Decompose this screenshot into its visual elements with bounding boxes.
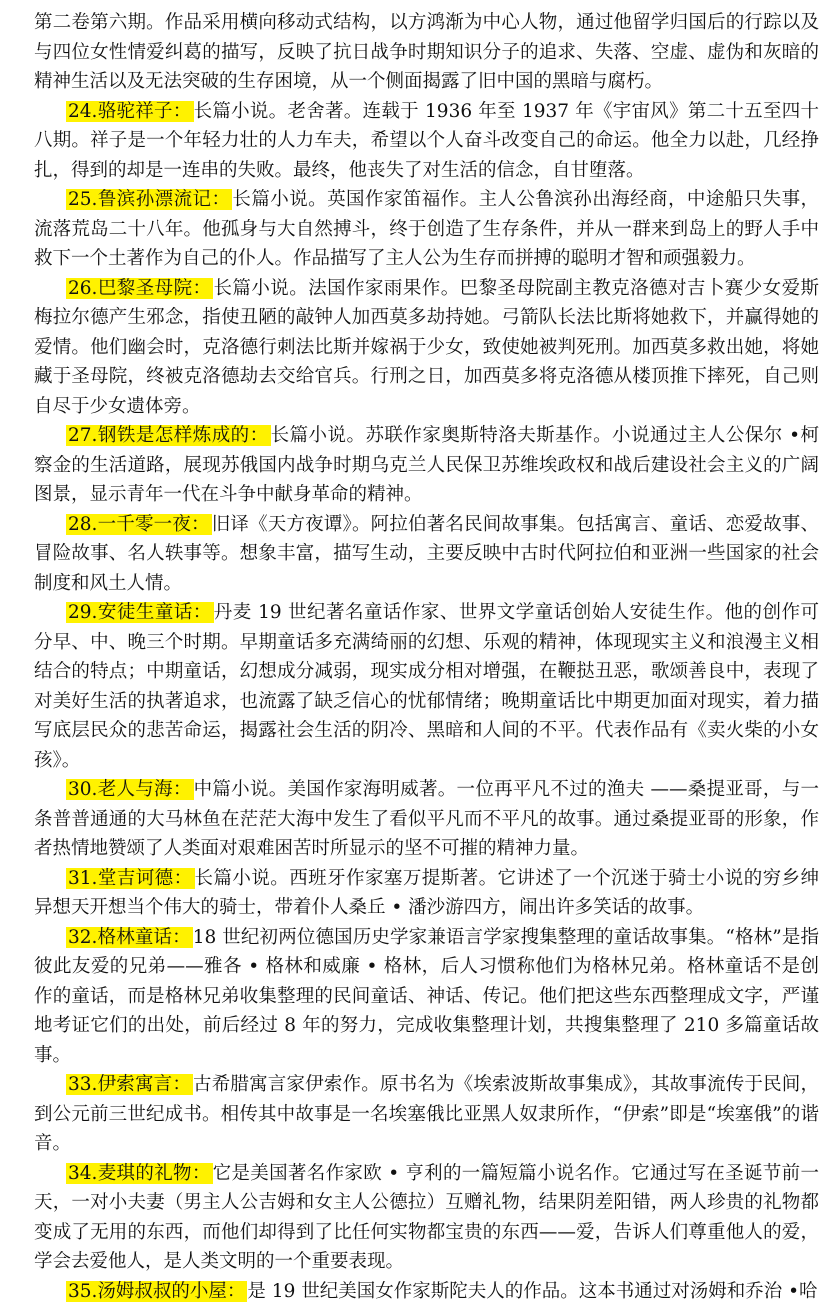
entry-27 xyxy=(34,421,819,510)
entry-title: 35.汤姆叔叔的小屋： xyxy=(66,1281,247,1302)
entry-title: 25.鲁滨孙漂流记： xyxy=(66,189,232,210)
entry-title: 34.麦琪的礼物： xyxy=(66,1163,213,1184)
entry-body: 18 世纪初两位德国历史学家兼语言学家搜集整理的童话故事集。“格林”是指彼此友爱的兄弟——雅各 • 格林和威廉 • 格林，后人习惯称他们为格林兄弟。格林童话不是创作的童话，而是格林兄弟收集整理的民间童话、神话、传记。他们把这些东西整理成文字，严谨地考证它们的出处，前后经过 8 年的努力，完成收集整理计划，共搜集整理了 210 多篇童话故事。 xyxy=(34,927,819,1066)
entry-title: 33.伊索寓言： xyxy=(66,1074,193,1095)
entry-body: 长篇小说。老舍著。连载于 1936 年至 1937 年《宇宙风》第二十五至四十八期。祥子是一个年轻力壮的人力车夫，希望以个人奋斗改变自己的命运。他全力以赴，几经挣扎，得到的却是一连串的失败。最终，他丧失了对生活的信念，自甘堕落。 xyxy=(34,101,819,181)
entry-title: 32.格林童话： xyxy=(66,927,193,948)
entry-body: 长篇小说。英国作家笛福作。主人公鲁滨孙出海经商，中途船只失事，流落荒岛二十八年。他孤身与大自然搏斗，终于创造了生存条件，并从一群来到岛上的野人手中救下一个土著作为自己的仆人。作品描写了主人公为生存而拼搏的聪明才智和顽强毅力。 xyxy=(34,189,819,269)
entry-35 xyxy=(34,1277,819,1306)
entry-body: 它是美国著名作家欧 • 亨利的一篇短篇小说名作。它通过写在圣诞节前一天，一对小夫妻（男主人公吉姆和女主人公德拉）互赠礼物，结果阴差阳错，两人珍贵的礼物都变成了无用的东西，而他们却得到了比任何实物都宝贵的东西——爱，告诉人们尊重他人的爱，学会去爱他人，是人类文明的一个重要表现。 xyxy=(34,1163,819,1273)
entry-title: 28.一千零一夜： xyxy=(66,514,212,535)
entry-34 xyxy=(34,1159,819,1277)
entry-body: 是 19 世纪美国女作家斯陀夫人的作品。这本书通过对汤姆和乔治 •哈 xyxy=(247,1281,817,1302)
entry-32 xyxy=(34,923,819,1071)
entry-33 xyxy=(34,1070,819,1159)
entry-body: 长篇小说。法国作家雨果作。巴黎圣母院副主教克洛德对吉卜赛少女爱斯梅拉尔德产生邪念，指使丑陋的敲钟人加西莫多劫持她。弓箭队长法比斯将她救下，并赢得她的爱情。他们幽会时，克洛德行刺法比斯并嫁祸于少女，致使她被判死刑。加西莫多救出她，将她藏于圣母院，终被克洛德劫去交给官兵。行刑之日，加西莫多将克洛德从楼顶推下摔死，自己则自尽于少女遗体旁。 xyxy=(34,278,819,417)
entry-31 xyxy=(34,864,819,923)
entry-title: 31.堂吉诃德： xyxy=(66,868,195,889)
entry-body: 旧译《天方夜谭》。阿拉伯著名民间故事集。包括寓言、童话、恋爱故事、冒险故事、名人轶事等。想象丰富，描写生动，主要反映中古时代阿拉伯和亚洲一些国家的社会制度和风土人情。 xyxy=(34,514,819,594)
continuation-paragraph: 第二卷第六期。作品采用横向移动式结构，以方鸿渐为中心人物，通过他留学归国后的行踪以及与四位女性情爱纠葛的描写，反映了抗日战争时期知识分子的追求、失落、空虚、虚伪和灰暗的精神生活以及无法突破的生存困境，从一个侧面揭露了旧中国的黑暗与腐朽。 xyxy=(34,8,819,97)
entry-29 xyxy=(34,598,819,775)
entry-title: 26.巴黎圣母院： xyxy=(66,278,213,299)
entry-body: 长篇小说。苏联作家奥斯特洛夫斯基作。小说通过主人公保尔 •柯察金的生活道路，展现苏俄国内战争时期乌克兰人民保卫苏维埃政权和战后建设社会主义的广阔图景，显示青年一代在斗争中献身革命的精神。 xyxy=(34,425,819,505)
entry-title: 24.骆驼祥子： xyxy=(66,101,194,122)
entry-body: 丹麦 19 世纪著名童话作家、世界文学童话创始人安徒生作。他的创作可分早、中、晚三个时期。早期童话多充满绮丽的幻想、乐观的精神，体现现实主义和浪漫主义相结合的特点；中期童话，幻想成分减弱，现实成分相对增强，在鞭挞丑恶，歌颂善良中，表现了对美好生活的执著追求，也流露了缺乏信心的忧郁情绪；晚期童话比中期更加面对现实，着力描写底层民众的悲苦命运，揭露社会生活的阴冷、黑暗和人间的不平。代表作品有《卖火柴的小女孩》。 xyxy=(34,602,819,771)
entry-title: 29.安徒生童话： xyxy=(66,602,214,623)
entry-body: 古希腊寓言家伊索作。原书名为《埃索波斯故事集成》，其故事流传于民间，到公元前三世纪成书。相传其中故事是一名埃塞俄比亚黑人奴隶所作，“伊索”即是“埃塞俄”的谐音。 xyxy=(34,1074,819,1154)
entry-24 xyxy=(34,97,819,186)
entry-title: 30.老人与海： xyxy=(66,779,194,800)
entry-title: 27.钢铁是怎样炼成的： xyxy=(66,425,271,446)
entry-26 xyxy=(34,274,819,422)
entry-30 xyxy=(34,775,819,864)
entry-body: 长篇小说。西班牙作家塞万提斯著。它讲述了一个沉迷于骑士小说的穷乡绅异想天开想当个伟大的骑士，带着仆人桑丘 • 潘沙游四方，闹出许多笑话的故事。 xyxy=(34,868,819,919)
entry-25 xyxy=(34,185,819,274)
entry-28 xyxy=(34,510,819,599)
entry-body: 中篇小说。美国作家海明威著。一位再平凡不过的渔夫 ——桑提亚哥，与一条普普通通的大马林鱼在茫茫大海中发生了看似平凡而不平凡的故事。通过桑提亚哥的形象，作者热情地赞颂了人类面对艰难困苦时所显示的坚不可摧的精神力量。 xyxy=(34,779,819,859)
